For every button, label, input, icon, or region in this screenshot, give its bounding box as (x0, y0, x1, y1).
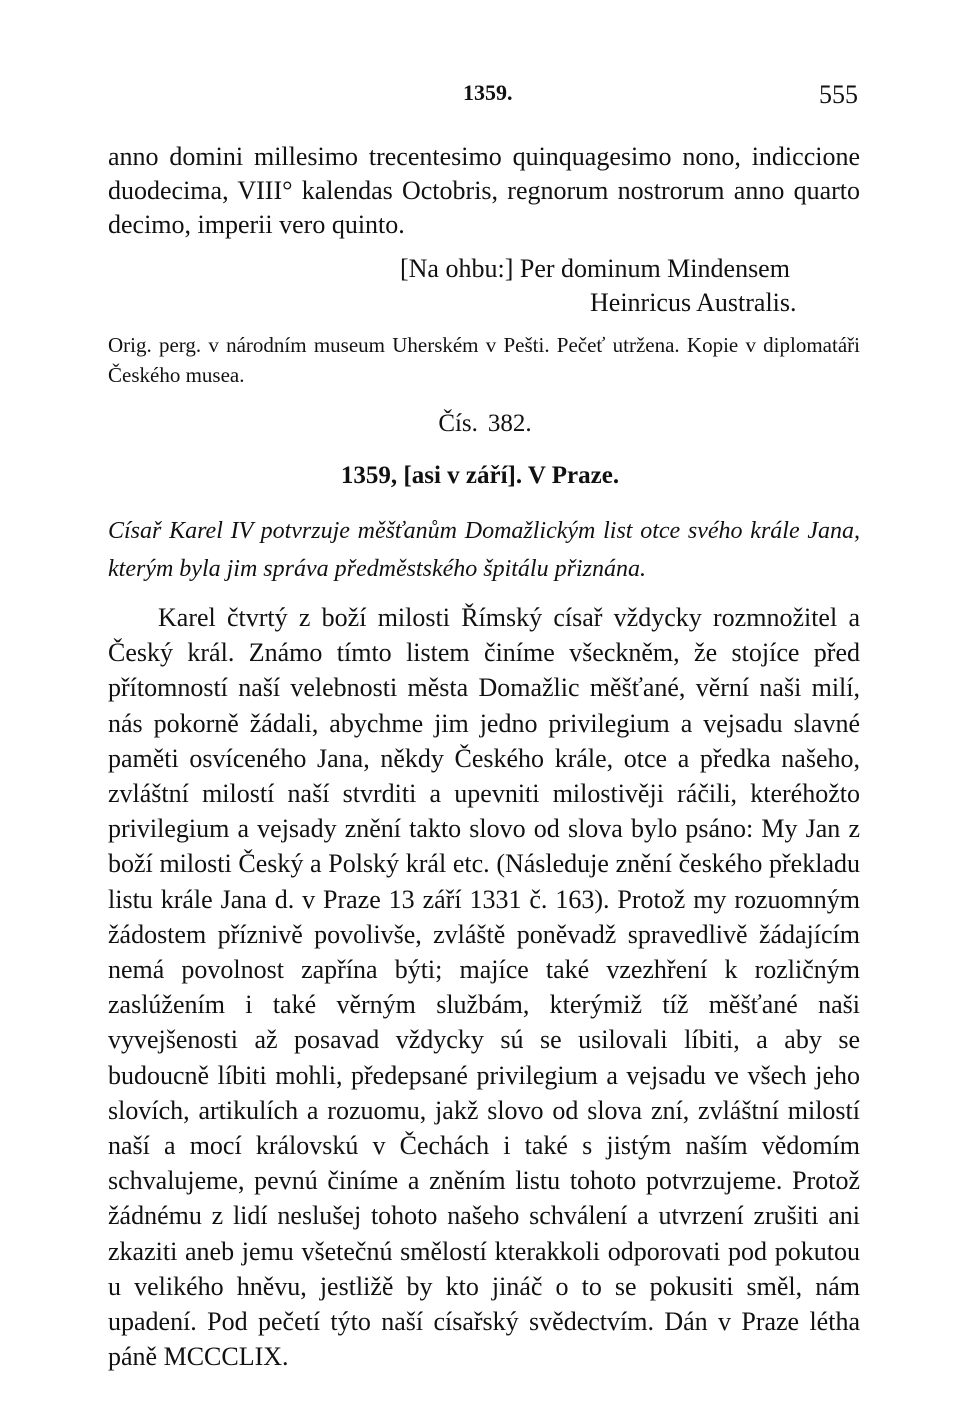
endorsement (400, 252, 860, 320)
page-header (108, 80, 858, 110)
document-text (108, 600, 860, 1374)
continued-paragraph: anno domini millesimo trecentesimo quinquagesimo nono, indiccione duodecima, VIII° kalendas Octobris, regnorum nostrorum anno quarto decimo, imperii vero quinto. (108, 142, 860, 239)
document-date-place: 1359, [asi v září]. V Praze. (340, 462, 620, 489)
endorsement-line-2: Heinricus Australis. (590, 288, 797, 317)
running-head-year: 1359. (463, 80, 513, 105)
document-number-value: 382. (487, 410, 532, 437)
source-note: Orig. perg. v národním museum Uherském v Pešti. Pečeť utržena. Kopie v diplomatáři Českého musea. (108, 333, 860, 387)
endorsement-line-1: [Na ohbu:] Per dominum Mindensem (400, 254, 790, 283)
document-number (0, 410, 960, 438)
document-summary: Císař Karel IV potvrzuje měšťanům Domažlickým list otce svého krále Jana, kterým byla jim správa předměstského špitálu přiznána. (108, 518, 860, 582)
document-text-paragraph: Karel čtvrtý z boží milosti Římský císař vždycky rozmnožitel a Český král. Známo tímto listem činíme všeckněm, že stojíce před přítomností naší velebnosti města Domažlic měšťané, věrní naši milí, nás pokorně žádali, abychme jim jedno privilegium a vejsadu slavné paměti osvíceného Jana, někdy Českého krále, otce a předka našeho, zvláštní milostí naší stvrditi a upevniti milostivěji ráčili, kteréhožto privilegium a vejsady znění takto slovo od slova bylo psáno: My Jan z boží milosti Český a Polský král etc. (Následuje znění českého překladu listu krále Jana d. v Praze 13 září 1331 č. 163). Protož my rozuomným žádostem příznivě povolivše, zvláště poněvadž spravedlivě žádajícím nemá povolnost zapřína býti; majíce také vzezhření k rozličným zaslúžením i také věrným službám, kterýmiž tíž měšťané naši vyvejšenosti až posavad vždycky sú se usilovali líbiti, a aby se budoucně líbiti mohli, předepsané privilegium a vejsadu ve všech jeho slovích, artikulích a rozuomu, jakž slovo od slova zní, zvláštní milostí naší a mocí královskú v Čechách i také s jistým naším vědomím schvalujeme, pevnú činíme a zněním listu tohoto potvrzujeme. Protož žádnému z lidí neslušej tohoto našeho schválení a utvrzení zrušiti ani zkaziti aneb jemu všetečnú smělostí kterakkoli odporovati pod pokutou u velikého hněvu, jestližě by kto jináč o to se pokusiti směl, nám upadení. Pod pečetí týto naší císařský svědectvím. Dán v Praze létha páně MCCCLIX. (108, 603, 860, 1372)
document-number-label: Čís. (438, 410, 478, 437)
page-number: 555 (819, 80, 858, 109)
